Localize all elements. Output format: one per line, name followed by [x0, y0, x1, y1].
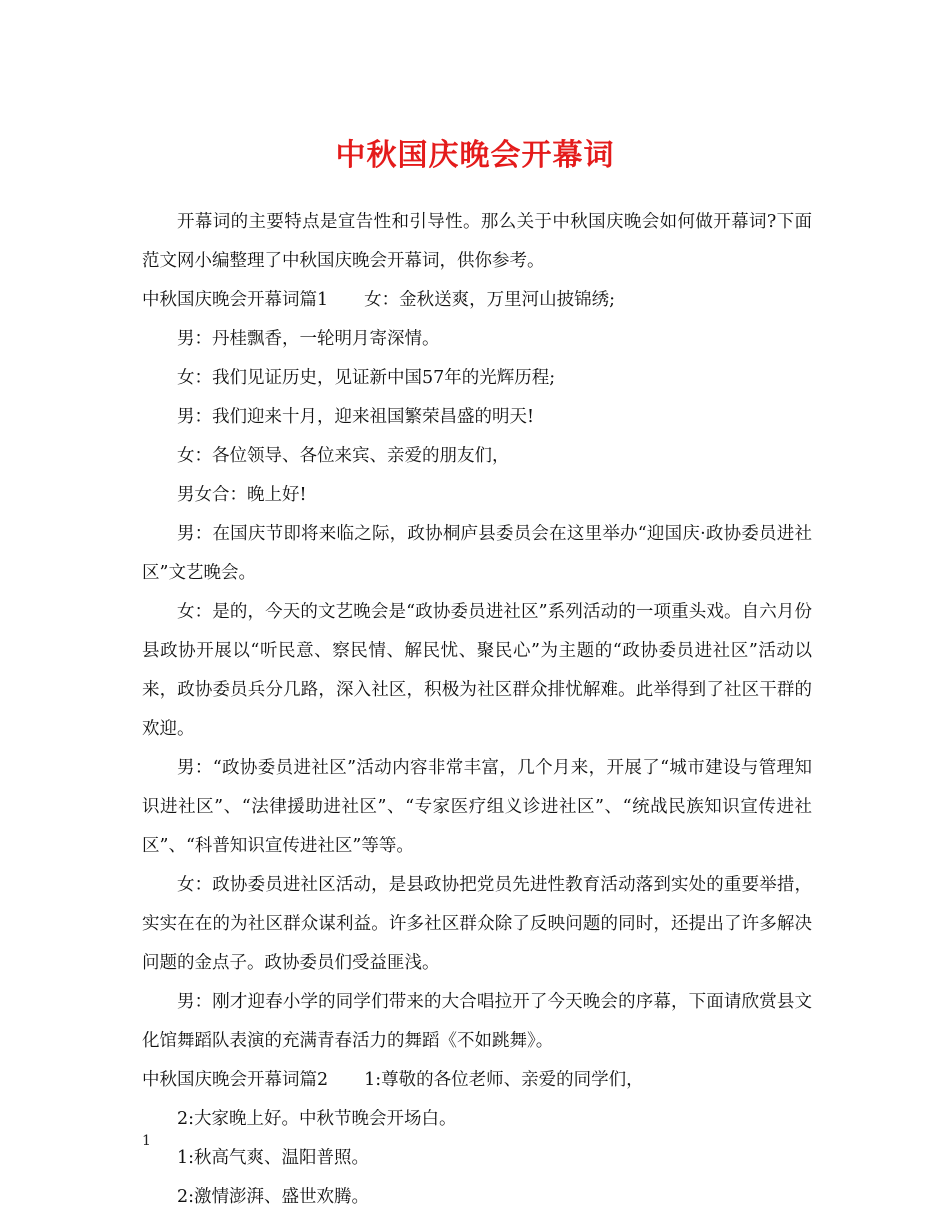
document-title: 中秋国庆晚会开幕词 [335, 138, 615, 173]
section1-heading-line [142, 281, 812, 320]
section2-heading: 中秋国庆晚会开幕词篇2 [142, 1070, 329, 1090]
section2-line: 1:秋高气爽、温阳普照。 [177, 1148, 370, 1168]
section1-line: 男：丹桂飘香，一轮明月寄深情。 [177, 329, 440, 349]
section1-line: 女：我们见证历史，见证新中国57年的光辉历程; [177, 368, 556, 388]
section2-heading-line [142, 1061, 812, 1100]
section1-line: 女：各位领导、各位来宾、亲爱的朋友们， [177, 446, 510, 466]
section2-first-line: 1:尊敬的各位老师、亲爱的同学们， [364, 1070, 644, 1090]
intro-paragraph: 开幕词的主要特点是宣告性和引导性。那么关于中秋国庆晚会如何做开幕词?下面范文网小编整理了中秋国庆晚会开幕词，供你参考。 [142, 212, 812, 271]
section1-line: 男女合：晚上好! [177, 485, 307, 505]
section1-line: 男：我们迎来十月，迎来祖国繁荣昌盛的明天! [177, 407, 535, 427]
section1-line: 女：政协委员进社区活动，是县政协把党员先进性教育活动落到实处的重要举措，实实在在的为社区群众谋利益。许多社区群众除了反映问题的同时，还提出了许多解决问题的金点子。政协委员们受益匪浅。 [142, 875, 812, 973]
section1-line: 男：“政协委员进社区”活动内容非常丰富，几个月来，开展了“城市建设与管理知识进社区”、“法律援助进社区”、“专家医疗组义诊进社区”、“统战民族知识宣传进社区”、“科普知识宣传进社区”等等。 [142, 758, 812, 856]
page-number: 1 [142, 1133, 151, 1149]
section1-line: 男：在国庆节即将来临之际，政协桐庐县委员会在这里举办“迎国庆·政协委员进社区”文艺晚会。 [142, 524, 812, 583]
section1-line: 男：刚才迎春小学的同学们带来的大合唱拉开了今天晚会的序幕，下面请欣赏县文化馆舞蹈队表演的充满青春活力的舞蹈《不如跳舞》。 [142, 992, 812, 1051]
section1-first-line: 女：金秋送爽，万里河山披锦绣; [364, 290, 616, 310]
section2-line: 2:激情澎湃、盛世欢腾。 [177, 1187, 370, 1207]
document-body [142, 203, 812, 1217]
section2-line: 2:大家晚上好。中秋节晚会开场白。 [177, 1109, 457, 1129]
section1-heading: 中秋国庆晚会开幕词篇1 [142, 290, 329, 310]
section1-line: 女：是的，今天的文艺晚会是“政协委员进社区”系列活动的一项重头戏。自六月份县政协开展以“听民意、察民情、解民忧、聚民心”为主题的“政协委员进社区”活动以来，政协委员兵分几路，深入社区，积极为社区群众排忧解难。此举得到了社区干群的欢迎。 [142, 602, 812, 739]
